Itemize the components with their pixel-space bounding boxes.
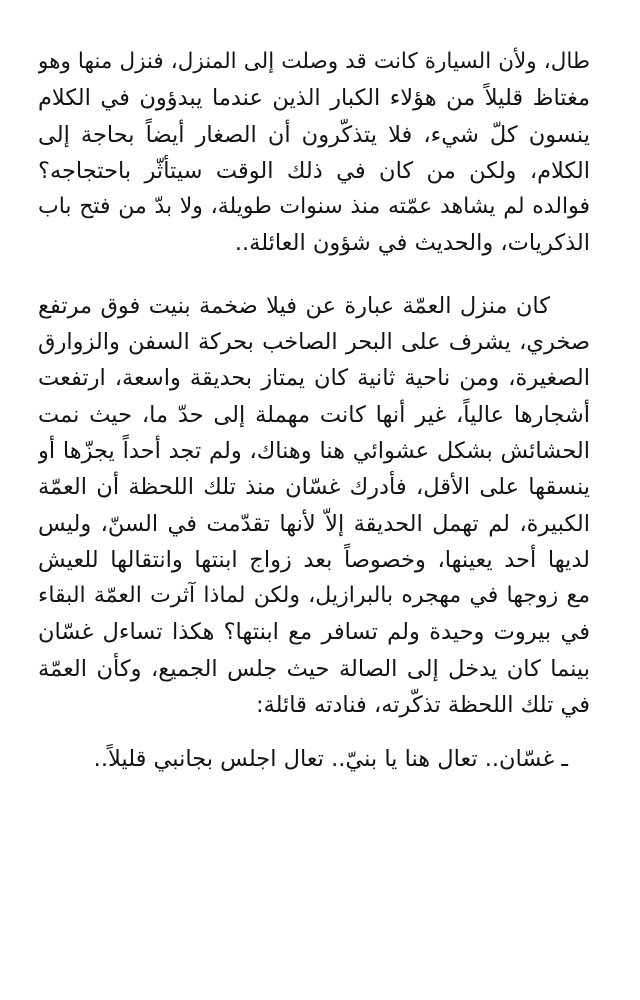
book-page (38, 44, 590, 778)
text-line: في بيروت وحيدة ولم تسافر مع ابنتها؟ هكذا تساءل غسّان (38, 619, 590, 646)
text-line: طال، ولأن السيارة كانت قد وصلت إلى المنزل، فنزل منها وهو (38, 49, 590, 74)
text-line: مع زوجها في مهجره بالبرازيل، ولكن لماذا آثرت العمّة البقاء (38, 583, 590, 609)
text-line: ينسقها على الأقل، فأدرك غسّان منذ تلك اللحظة أن العمّة (38, 474, 590, 501)
text-line: فوالده لم يشاهد عمّته منذ سنوات طويلة، ولا بدّ من فتح باب (38, 194, 590, 220)
text-line: الكبيرة، لم تهمل الحديقة إلاّ لأنها تقدّمت في السنّ، وليس (38, 510, 590, 537)
text-line: كان منزل العمّة عبارة عن فيلا ضخمة بنيت فوق مرتفع (38, 292, 550, 319)
text-line: في تلك اللحظة تذكّرته، فنادته قائلة: (255, 692, 590, 719)
text-line: أشجارها عالياً، غير أنها كانت مهملة إلى حدّ ما، حيث نمت (38, 401, 590, 428)
text-line: الذكريات، والحديث في شؤون العائلة.. (234, 230, 590, 257)
text-line: الكلام، ولكن من كان في ذلك الوقت سيتأثّر باحتجاجه؟ (38, 157, 590, 184)
paragraph-1 (38, 44, 590, 262)
dialogue-line (38, 741, 590, 777)
text-line: لديها أحد يعينها، وخصوصاً بعد زواج ابنتها وانتقالها للعيش (38, 546, 590, 573)
paragraph-2 (38, 288, 590, 724)
text-line: صخري، يشرف على البحر الصاخب بحركة السفن والزوارق (38, 329, 590, 356)
paragraph-gap (38, 723, 590, 741)
text-line: الصغيرة، ومن ناحية ثانية كان يمتاز بحديقة واسعة، ارتفعت (38, 365, 590, 392)
text-line: ينسون كلّ شيء، فلا يتذكّرون أن الصغار أيضاً بحاجة إلى (38, 121, 590, 148)
text-line: مغتاظ قليلاً من هؤلاء الكبار الذين عندما يبدؤون في الكلام (38, 85, 590, 112)
text-line: ـ غسّان.. تعال هنا يا بنيّ.. تعال اجلس بجانبي قليلاً.. (93, 746, 568, 773)
text-line: بينما كان يدخل إلى الصالة حيث جلس الجميع، وكأن العمّة (38, 655, 590, 682)
text-line: الحشائش بشكل عشوائي هنا وهناك، ولم تجد أحداً يجزّها أو (38, 437, 590, 464)
paragraph-gap (38, 262, 590, 288)
